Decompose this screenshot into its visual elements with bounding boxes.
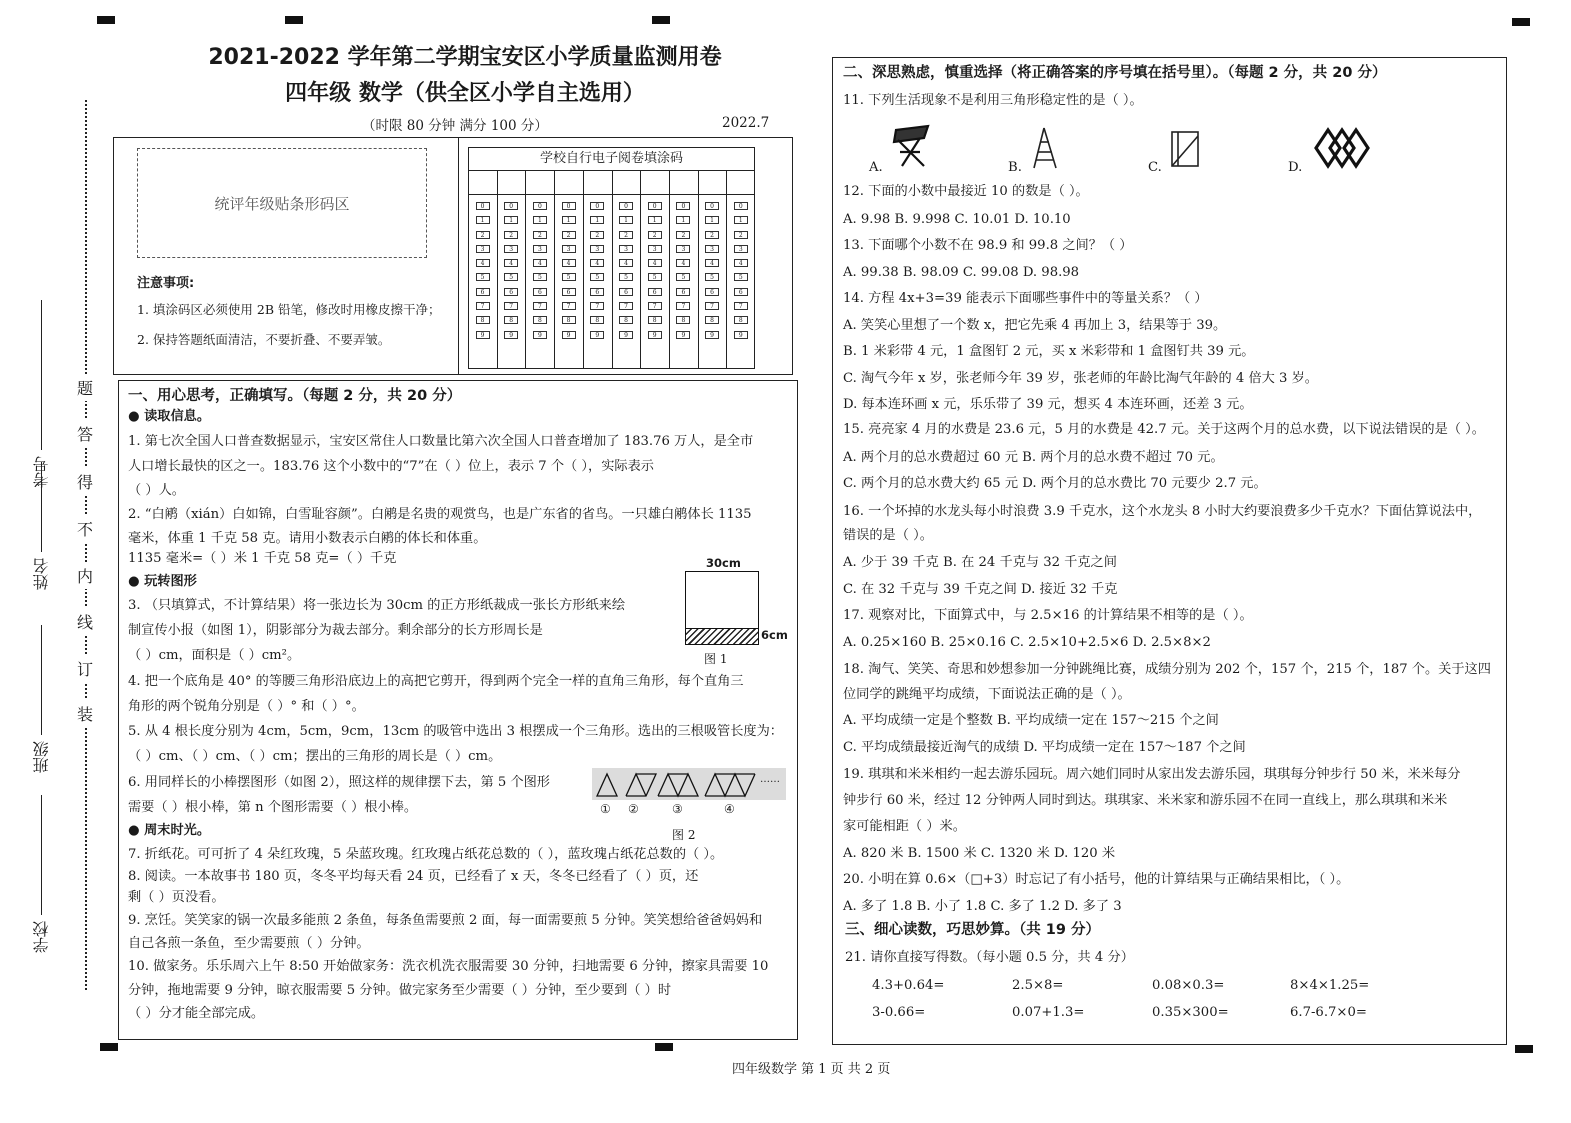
bubble-cell[interactable]: 7 [619,302,633,310]
field-exam-number: 考号 [30,300,53,488]
subsection-heading: ● 玩转图形 [128,574,197,589]
bubble-cell[interactable]: 1 [562,216,576,224]
question-line: A. 平均成绩一定是个整数 B. 平均成绩一定在 157～215 个之间 [843,713,1219,728]
bubble-cell[interactable]: 3 [476,245,490,253]
notes-heading: 注意事项: [137,276,195,291]
bubble-cell[interactable]: 3 [533,245,547,253]
bubble-cell[interactable]: 5 [705,273,719,281]
bubble-cell[interactable]: 0 [590,202,604,210]
bubble-cell[interactable]: 6 [676,288,690,296]
bubble-column [616,202,636,345]
bubble-column [702,202,722,345]
mental-math-item: 8×4×1.25= [1290,978,1370,993]
bubble-cell[interactable]: 6 [619,288,633,296]
question-line: 1. 第七次全国人口普查数据显示，宝安区常住人口数量比第六次全国人口普查增加了 183.76 万人，是全市 [128,434,754,449]
bubble-cell[interactable]: 7 [562,302,576,310]
folding-chair-icon [890,122,936,170]
bubble-grid-title: 学校自行电子阅卷填涂码 [468,147,755,171]
section1-heading: 一、用心思考，正确填写。（每题 2 分，共 20 分） [128,388,462,404]
mental-math-item: 0.07+1.3= [1012,1005,1085,1020]
figure1-caption: 图 1 [704,652,728,666]
bubble-column [559,202,579,345]
question-line: C. 两个月的总水费大约 65 元 D. 两个月的总水费比 70 元要少 2.7 元。 [843,476,1267,491]
question-line: A. 99.38 B. 98.09 C. 99.08 D. 98.98 [843,265,1080,280]
bubble-column [673,202,693,345]
bubble-cell[interactable]: 5 [676,273,690,281]
figure2-number: ③ [672,802,683,816]
gate-icon [1168,128,1204,170]
question-line: 8. 阅读。一本故事书 180 页，冬冬平均每天看 24 页，已经看了 x 天，冬冬已经看了（ ）页，还 [128,869,699,884]
bubble-grid-separator [497,171,498,369]
question-line: 15. 亮亮家 4 月的水费是 23.6 元，5 月的水费是 42.7 元。关于这两个月的总水费，以下说法错误的是（ ）。 [843,422,1485,437]
question-line: A. 多了 1.8 B. 小了 1.8 C. 多了 1.2 D. 多了 3 [843,899,1122,914]
bubble-cell[interactable]: 0 [676,202,690,210]
bubble-cell[interactable]: 8 [476,316,490,324]
expanding-gate-icon [1312,126,1374,172]
bubble-cell[interactable]: 2 [533,231,547,239]
figure2-number: ④ [724,802,735,816]
exam-time-limit: （时限 80 分钟 满分 100 分） [362,118,548,134]
bubble-cell[interactable]: 2 [734,231,748,239]
bubble-cell[interactable]: 6 [562,288,576,296]
figure1-top-label: 30cm [706,556,741,570]
question-line: 10. 做家务。乐乐周六上午 8:50 开始做家务：洗衣机洗衣服需要 30 分钟，扫地需要 6 分钟，擦家具需要 10 [128,959,769,974]
bubble-cell[interactable]: 2 [676,231,690,239]
bubble-cell[interactable]: 6 [476,288,490,296]
q11-option-c: C. [1148,160,1162,175]
question-line: A. 0.25×160 B. 25×0.16 C. 2.5×10+2.5×6 D. 2.5×8×2 [843,635,1211,650]
bubble-cell[interactable]: 5 [562,273,576,281]
question-line: 12. 下面的小数中最接近 10 的数是（ ）。 [843,184,1089,199]
bubble-cell[interactable]: 1 [476,216,490,224]
bubble-cell[interactable]: 2 [648,231,662,239]
section2-panel [832,57,1507,1045]
question-line: B. 1 米彩带 4 元，1 盒图钉 2 元，买 x 米彩带和 1 盒图钉共 39 元。 [843,344,1255,359]
binding-warning-8: 题 [77,374,93,401]
bubble-cell[interactable]: 8 [619,316,633,324]
bubble-cell[interactable]: 2 [504,231,518,239]
mental-math-item: 0.08×0.3= [1152,978,1225,993]
figure2-number: ① [600,802,611,816]
mental-math-item: 0.35×300= [1152,1005,1229,1020]
bubble-column [587,202,607,345]
figure1 [685,571,759,645]
bubble-cell[interactable]: 4 [562,259,576,267]
bubble-cell[interactable]: 3 [504,245,518,253]
q11-option-d: D. [1288,160,1303,175]
bubble-cell[interactable]: 4 [619,259,633,267]
question-line: 16. 一个坏掉的水龙头每小时浪费 3.9 千克水，这个水龙头 8 小时大约要浪费多少千克水？下面估算说法中， [843,504,1482,519]
bubble-cell[interactable]: 5 [504,273,518,281]
binding-warning-1: 装 [77,700,93,727]
bubble-cell[interactable]: 0 [734,202,748,210]
bubble-cell[interactable]: 9 [476,331,490,339]
mental-math-item: 4.3+0.64= [872,978,945,993]
bubble-cell[interactable]: 3 [619,245,633,253]
bubble-cell[interactable]: 1 [705,216,719,224]
bubble-cell[interactable]: 1 [504,216,518,224]
figure2-number: ② [628,802,639,816]
page-footer: 四年级数学 第 1 页 共 2 页 [732,1062,891,1077]
bubble-cell[interactable]: 3 [562,245,576,253]
question-line: C. 平均成绩最接近淘气的成绩 D. 平均成绩一定在 157～187 个之间 [843,740,1246,755]
question-line: 7. 折纸花。可可折了 4 朵红玫瑰，5 朵蓝玫瑰。红玫瑰占纸花总数的（ ），蓝玫瑰占纸花总数的（ ）。 [128,847,724,862]
bubble-cell[interactable]: 2 [590,231,604,239]
question-line: 角形的两个锐角分别是（ ）° 和（ ）°。 [128,699,365,714]
bubble-cell[interactable]: 8 [562,316,576,324]
info-divider [458,137,459,375]
registration-mark [652,16,670,24]
bubble-cell[interactable]: 1 [619,216,633,224]
question-line: 18. 淘气、笑笑、奇思和妙想参加一分钟跳绳比赛，成绩分别为 202 个，157 个，215 个，187 个。关于这四 [843,662,1491,677]
question-line: 钟步行 60 米，经过 12 分钟两人同时到达。琪琪家、米米家和游乐园不在同一直线上，那么琪琪和米米 [843,793,1448,808]
question-line: 需要（ ）根小棒，第 n 个图形需要（ ）根小棒。 [128,800,418,815]
bubble-grid-separator [612,171,613,369]
question-line: 4. 把一个底角是 40° 的等腰三角形沿底边上的高把它剪开，得到两个完全一样的直角三角形，每个直角三 [128,674,744,689]
bubble-cell[interactable]: 4 [676,259,690,267]
section2-heading: 二、深思熟虑，慎重选择（将正确答案的序号填在括号里）。（每题 2 分，共 20 分） [843,65,1387,81]
figure1-shaded-strip [686,628,758,644]
binding-warning-3: 线 [77,608,93,635]
bubble-cell[interactable]: 7 [648,302,662,310]
bubble-cell[interactable]: 8 [648,316,662,324]
bubble-cell[interactable]: 7 [504,302,518,310]
bubble-column [501,202,521,345]
bubble-grid-separator [583,171,584,369]
q11-option-a: A. [869,160,883,175]
bubble-cell[interactable]: 6 [533,288,547,296]
bubble-column [530,202,550,345]
question-line: D. 每本连环画 x 元，乐乐带了 39 元，想买 4 本连环画，还差 3 元。 [843,397,1253,412]
q11-option-b: B. [1008,160,1022,175]
figure1-side-label: 6cm [761,628,788,642]
question-line: 1135 毫米=（ ）米 1 千克 58 克=（ ）千克 [128,551,397,566]
question-line: 3. （只填算式，不计算结果）将一张边长为 30cm 的正方形纸裁成一张长方形纸来绘 [128,598,626,613]
bubble-grid-separator [640,171,641,369]
bubble-cell[interactable]: 6 [705,288,719,296]
subsection-heading: ● 周末时光。 [128,823,211,838]
binding-warning-7: 答 [77,420,93,447]
bubble-cell[interactable]: 4 [476,259,490,267]
question-line: 6. 用同样长的小棒摆图形（如图 2），照这样的规律摆下去，第 5 个图形 [128,775,550,790]
registration-mark [655,1043,673,1051]
question-line: 13. 下面哪个小数不在 98.9 和 99.8 之间？（ ） [843,238,1133,253]
bubble-cell[interactable]: 6 [648,288,662,296]
binding-line [85,100,87,990]
registration-mark [97,16,115,24]
figure2-ellipsis: …… [760,774,780,785]
question-line: C. 在 32 千克与 39 千克之间 D. 接近 32 千克 [843,582,1118,597]
bubble-cell[interactable]: 9 [705,331,719,339]
bubble-cell[interactable]: 1 [648,216,662,224]
exam-title: 2021-2022 学年第二学期宝安区小学质量监测用卷 [208,45,722,70]
question-line: 家可能相距（ ）米。 [843,819,966,834]
bubble-cell[interactable]: 6 [504,288,518,296]
bubble-cell[interactable]: 9 [562,331,576,339]
question-21: 21. 请你直接写得数。（每小题 0.5 分，共 4 分） [845,950,1134,965]
bubble-grid-separator [525,171,526,369]
exam-subject: 四年级 数学（供全区小学自主选用） [285,81,645,106]
bubble-cell[interactable]: 2 [562,231,576,239]
bubble-cell[interactable]: 0 [705,202,719,210]
bubble-column [473,202,493,345]
bubble-cell[interactable]: 3 [734,245,748,253]
bubble-cell[interactable]: 1 [533,216,547,224]
mental-math-item: 3-0.66= [872,1005,926,1020]
question-line: 分钟，拖地需要 9 分钟，晾衣服需要 5 分钟。做完家务至少需要（ ）分钟，至少要到（ ）时 [128,983,672,998]
question-line: 人口增长最快的区之一。183.76 这个小数中的“7”在（ ）位上，表示 7 个（ ），实际表示 [128,459,654,474]
question-line: 20. 小明在算 0.6×（□+3）时忘记了有小括号，他的计算结果与正确结果相比，（ ）。 [843,872,1350,887]
question-line: A. 820 米 B. 1500 米 C. 1320 米 D. 120 米 [843,846,1116,861]
bubble-cell[interactable]: 5 [590,273,604,281]
bubble-cell[interactable]: 7 [705,302,719,310]
bubble-cell[interactable]: 4 [590,259,604,267]
question-line: （ ）cm，面积是（ ）cm²。 [128,648,301,663]
bubble-cell[interactable]: 4 [533,259,547,267]
bubble-cell[interactable]: 5 [619,273,633,281]
bubble-cell[interactable]: 7 [533,302,547,310]
bubble-cell[interactable]: 8 [734,316,748,324]
question-line: 5. 从 4 根长度分别为 4cm，5cm，9cm，13cm 的吸管中选出 3 根摆成一个三角形。选出的三根吸管长度为： [128,724,783,739]
bubble-cell[interactable]: 0 [648,202,662,210]
bubble-cell[interactable]: 8 [533,316,547,324]
question-line: （ ）cm、（ ）cm、（ ）cm；摆出的三角形的周长是（ ）cm。 [128,749,502,764]
figure2 [592,768,786,800]
question-line: A. 笑笑心里想了一个数 x，把它先乘 4 再加上 3，结果等于 39。 [843,318,1227,333]
question-line: A. 两个月的总水费超过 60 元 B. 两个月的总水费不超过 70 元。 [843,450,1224,465]
ladder-icon [1028,126,1062,170]
bubble-cell[interactable]: 0 [533,202,547,210]
bubble-cell[interactable]: 9 [590,331,604,339]
bubble-cell[interactable]: 5 [734,273,748,281]
field-class: 班级 [30,625,53,773]
bubble-cell[interactable]: 8 [705,316,719,324]
question-line: 剩（ ）页没看。 [128,890,225,905]
bubble-cell[interactable]: 8 [590,316,604,324]
bubble-cell[interactable]: 5 [533,273,547,281]
bubble-cell[interactable]: 4 [734,259,748,267]
question-11: 11. 下列生活现象不是利用三角形稳定性的是（ ）。 [843,93,1143,108]
bubble-cell[interactable]: 5 [648,273,662,281]
question-line: 制宣传小报（如图 1），阴影部分为裁去部分。剩余部分的长方形周长是 [128,623,543,638]
question-line: C. 淘气今年 x 岁，张老师今年 39 岁，张老师的年龄比淘气年龄的 4 倍大 3 岁。 [843,371,1318,386]
registration-mark [1515,1045,1533,1053]
field-school: 学校 [30,795,53,953]
question-line: 错误的是（ ）。 [843,528,933,543]
question-line: 自己各煎一条鱼，至少需要煎（ ）分钟。 [128,936,370,951]
exam-date: 2022.7 [722,115,770,131]
barcode-label: 统评年级贴条形码区 [214,194,350,213]
bubble-cell[interactable]: 6 [734,288,748,296]
question-line: A. 9.98 B. 9.998 C. 10.01 D. 10.10 [843,212,1071,227]
registration-mark [100,1043,118,1051]
registration-mark [285,16,303,24]
bubble-cell[interactable]: 3 [590,245,604,253]
bubble-cell[interactable]: 7 [590,302,604,310]
note-item: 1. 填涂码区必须使用 2B 铅笔，修改时用橡皮擦干净； [137,302,441,317]
bubble-cell[interactable]: 2 [619,231,633,239]
bubble-cell[interactable]: 4 [504,259,518,267]
binding-warning-4: 内 [77,562,93,589]
mental-math-item: 2.5×8= [1012,978,1064,993]
bubble-cell[interactable]: 9 [734,331,748,339]
question-line: 毫米，体重 1 千克 58 克。请用小数表示白鹇的体长和体重。 [128,531,487,546]
question-line: 9. 烹饪。笑笑家的锅一次最多能煎 2 条鱼，每条鱼需要煎 2 面，每一面需要煎 5 分钟。笑笑想给爸爸妈妈和 [128,913,763,928]
section3-heading: 三、细心读数，巧思妙算。（共 19 分） [845,922,1101,938]
bubble-cell[interactable]: 3 [705,245,719,253]
subsection-heading: ● 读取信息。 [128,409,211,424]
field-name: 姓名 [30,462,53,590]
binding-warning-6: 得 [77,468,93,495]
bubble-cell[interactable]: 9 [533,331,547,339]
bubble-cell[interactable]: 8 [676,316,690,324]
figure2-triangles [592,768,786,800]
bubble-cell[interactable]: 0 [504,202,518,210]
bubble-cell[interactable]: 2 [476,231,490,239]
question-line: 17. 观察对比，下面算式中，与 2.5×16 的计算结果不相等的是（ ）。 [843,608,1253,623]
bubble-cell[interactable]: 9 [648,331,662,339]
binding-warning-5: 不 [77,515,93,542]
bubble-cell[interactable]: 9 [676,331,690,339]
bubble-cell[interactable]: 0 [619,202,633,210]
bubble-cell[interactable]: 7 [676,302,690,310]
question-line: （ ）分才能全部完成。 [128,1006,265,1021]
bubble-cell[interactable]: 3 [648,245,662,253]
mental-math-item: 6.7-6.7×0= [1290,1005,1367,1020]
bubble-cell[interactable]: 8 [504,316,518,324]
bubble-cell[interactable]: 7 [476,302,490,310]
bubble-cell[interactable]: 1 [676,216,690,224]
bubble-cell[interactable]: 5 [476,273,490,281]
question-line: 位同学的跳绳平均成绩，下面说法正确的是（ ）。 [843,687,1131,702]
question-line: 19. 琪琪和米米相约一起去游乐园玩。周六她们同时从家出发去游乐园，琪琪每分钟步行 50 米，米米每分 [843,767,1461,782]
bubble-cell[interactable]: 4 [648,259,662,267]
note-item: 2. 保持答题纸面清洁，不要折叠、不要弄皱。 [137,332,391,347]
bubble-cell[interactable]: 3 [676,245,690,253]
question-line: 14. 方程 4x+3=39 能表示下面哪些事件中的等量关系？（ ） [843,291,1208,306]
bubble-cell[interactable]: 2 [705,231,719,239]
bubble-cell[interactable]: 9 [619,331,633,339]
bubble-grid-separator [554,171,555,369]
bubble-grid-separator [698,171,699,369]
bubble-cell[interactable]: 6 [590,288,604,296]
bubble-cell[interactable]: 9 [504,331,518,339]
question-line: A. 少于 39 千克 B. 在 24 千克与 32 千克之间 [843,555,1117,570]
bubble-grid-separator [669,171,670,369]
binding-warning-2: 订 [77,655,93,682]
figure2-caption: 图 2 [672,828,696,842]
bubble-column [645,202,665,345]
bubble-cell[interactable]: 1 [590,216,604,224]
bubble-grid-separator [726,171,727,369]
bubble-cell[interactable]: 4 [705,259,719,267]
question-line: （ ）人。 [128,483,185,498]
bubble-cell[interactable]: 7 [734,302,748,310]
bubble-cell[interactable]: 0 [476,202,490,210]
bubble-column [731,202,751,345]
barcode-area [137,148,427,258]
bubble-cell[interactable]: 0 [562,202,576,210]
question-line: 2. “白鹇（xián）白如锦，白雪耻容颜”。白鹇是名贵的观赏鸟，也是广东省的省鸟。一只雄白鹇体长 1135 [128,507,752,522]
bubble-cell[interactable]: 1 [734,216,748,224]
registration-mark [1512,18,1530,26]
